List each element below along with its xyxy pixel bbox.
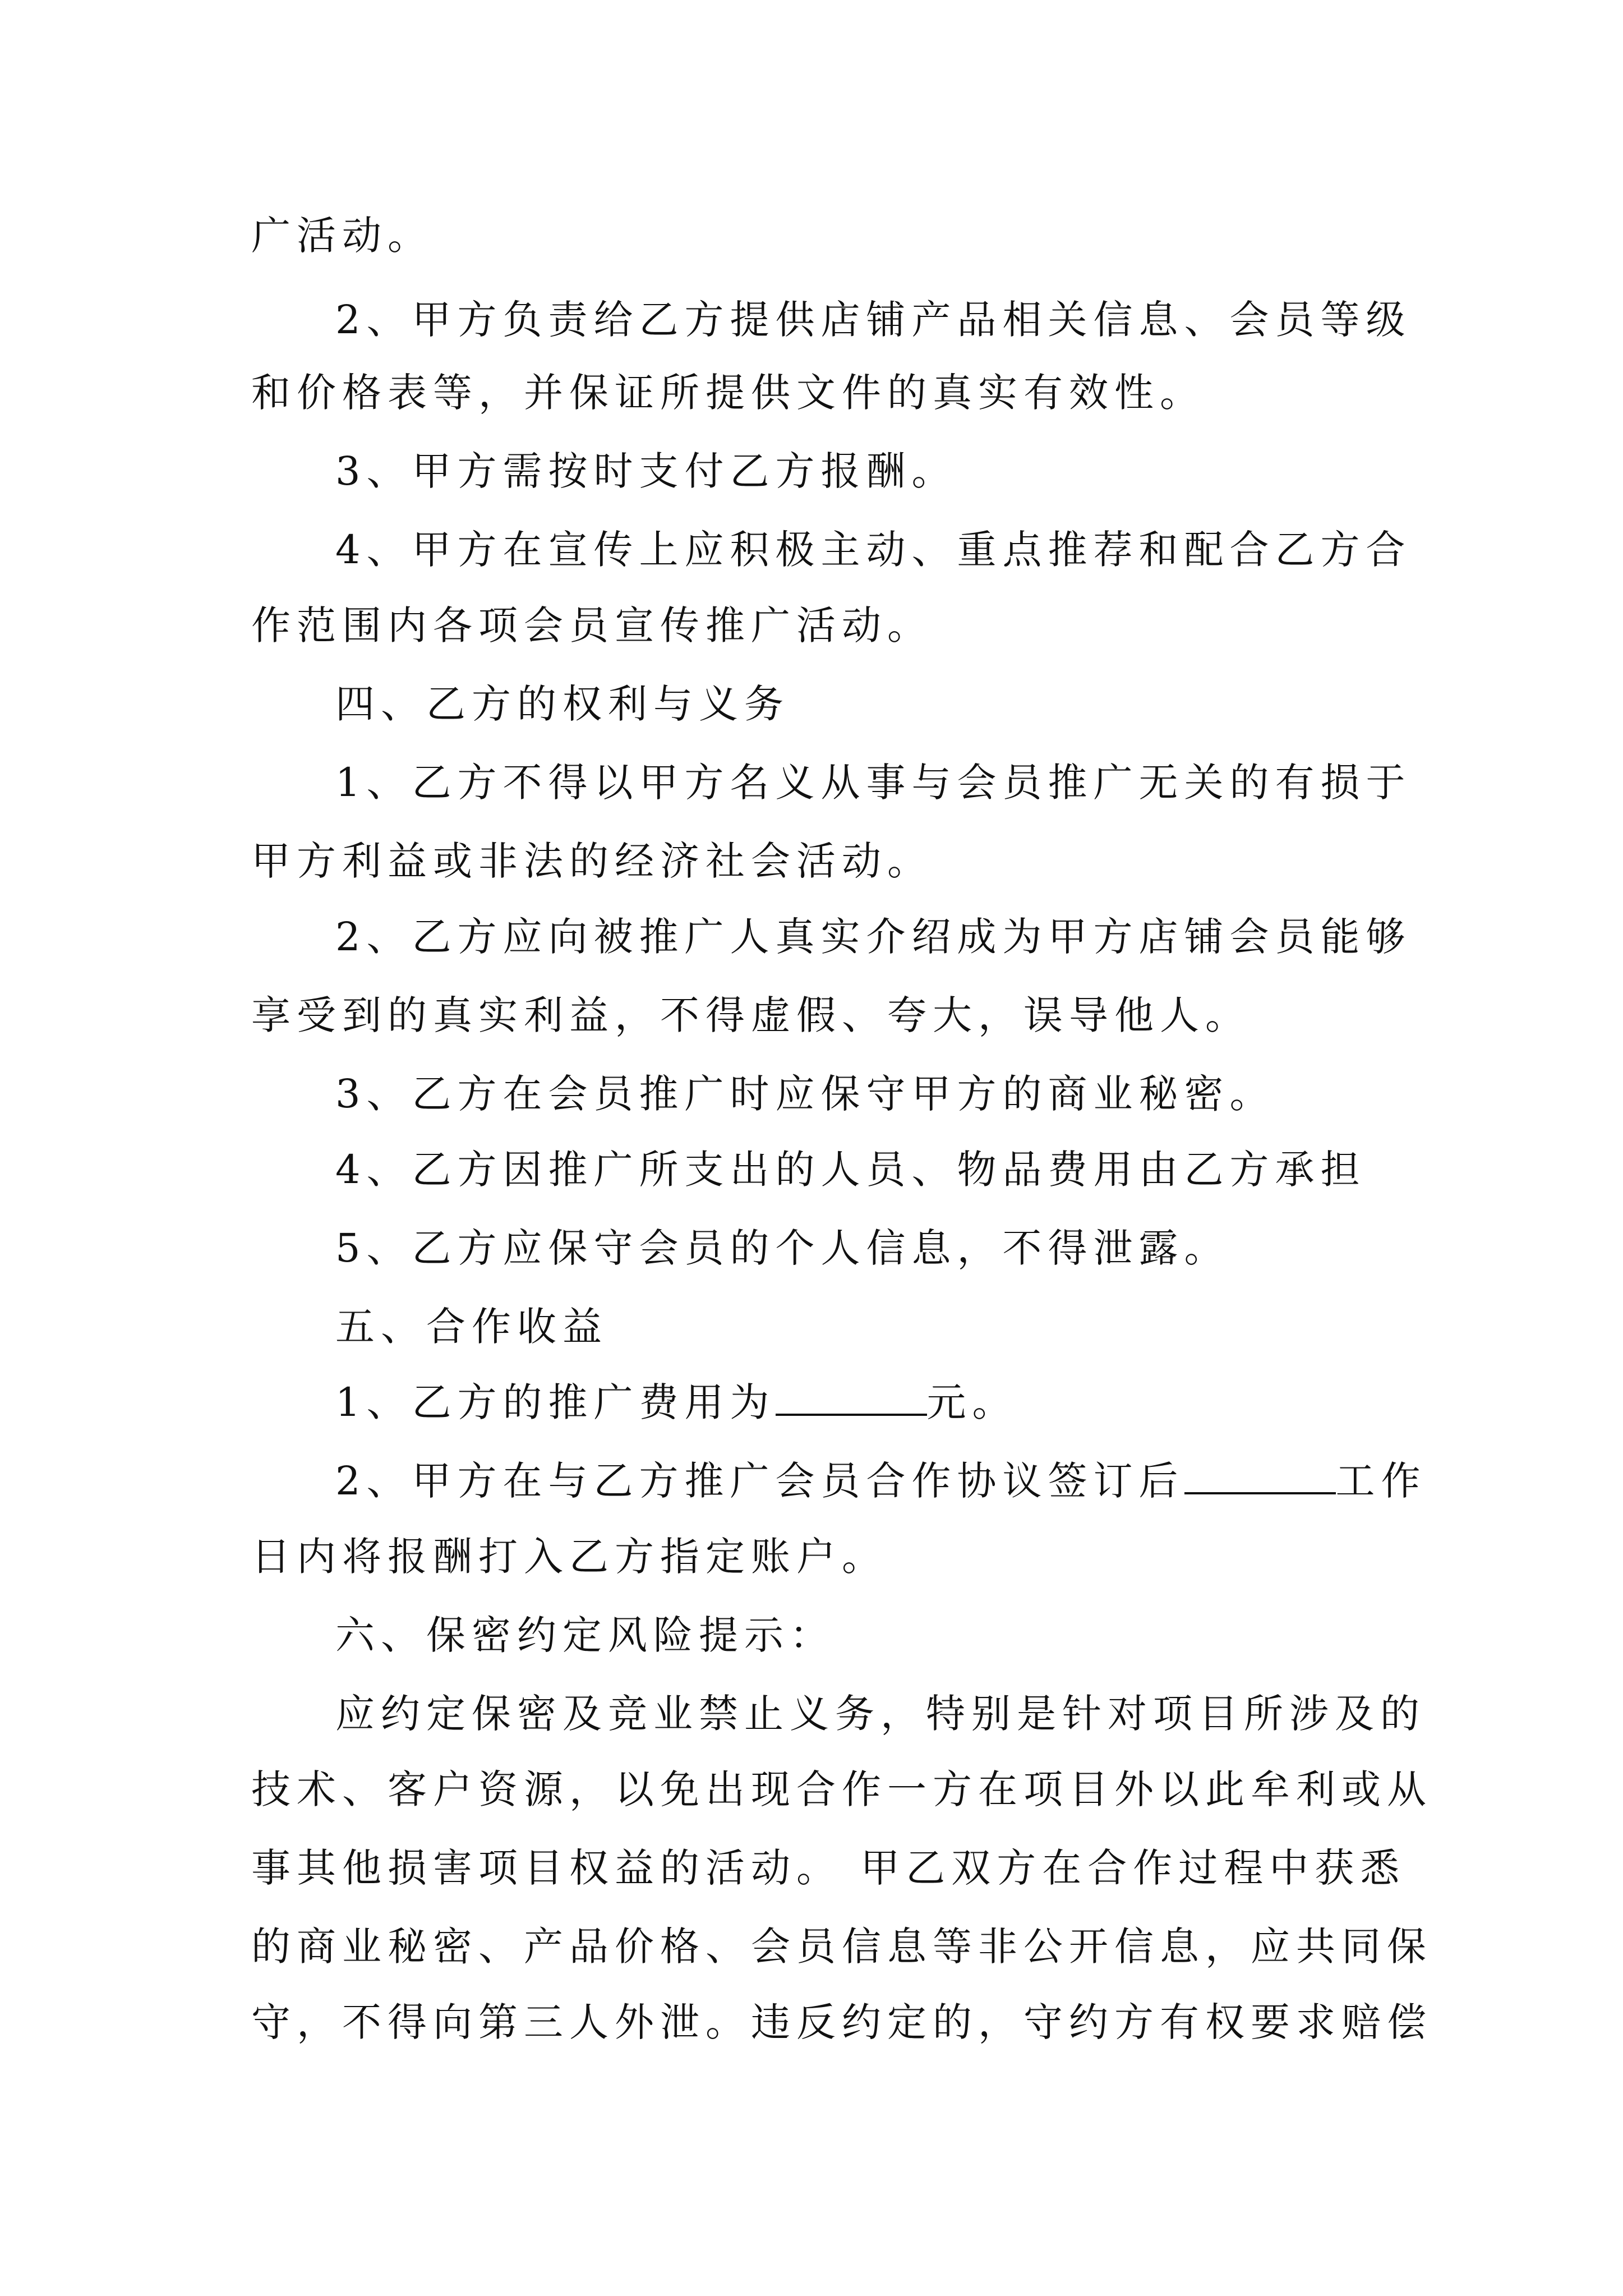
text-line: 日内将报酬打入乙方指定账户。 <box>251 1534 887 1580</box>
section-heading: 六、保密约定风险提示： <box>335 1612 835 1658</box>
text-line: 1、乙方不得以甲方名义从事与会员推广无关的有损于 <box>335 760 1412 806</box>
text-line: 5、乙方应保守会员的个人信息，不得泄露。 <box>335 1225 1230 1271</box>
text-line: 和价格表等，并保证所提供文件的真实有效性。 <box>251 370 1205 416</box>
text-line: 广活动。 <box>251 213 433 259</box>
fee-line <box>335 1374 1018 1430</box>
text-line: 甲方利益或非法的经济社会活动。 <box>251 838 933 884</box>
text-line: 作范围内各项会员宣传推广活动。 <box>251 602 933 648</box>
text-line: 守，不得向第三人外泄。违反约定的，守约方有权要求赔偿 <box>251 1999 1432 2045</box>
text-line: 2、甲方负责给乙方提供店铺产品相关信息、会员等级 <box>335 297 1412 343</box>
text-line: 3、甲方需按时支付乙方报酬。 <box>335 448 957 494</box>
text-line: 事其他损害项目权益的活动。 甲乙双方在合作过程中获悉 <box>251 1845 1406 1891</box>
text-line: 的商业秘密、产品价格、会员信息等非公开信息，应共同保 <box>251 1924 1432 1970</box>
section-heading: 五、合作收益 <box>335 1304 608 1350</box>
text-line: 应约定保密及竞业禁止义务，特别是针对项目所涉及的 <box>335 1691 1426 1737</box>
text-line: 技术、客户资源，以免出现合作一方在项目外以此牟利或从 <box>251 1766 1432 1812</box>
payment-blank <box>1184 1457 1336 1494</box>
text-line: 4、甲方在宣传上应积极主动、重点推荐和配合乙方合 <box>335 527 1412 573</box>
text-line: 2、乙方应向被推广人真实介绍成为甲方店铺会员能够 <box>335 914 1412 960</box>
text-line: 3、乙方在会员推广时应保守甲方的商业秘密。 <box>335 1071 1275 1117</box>
text-line: 享受到的真实利益，不得虚假、夸大，误导他人。 <box>251 992 1251 1038</box>
payment-line-after: 工作 <box>1335 1458 1427 1504</box>
text-line: 4、乙方因推广所支出的人员、物品费用由乙方承担 <box>335 1147 1366 1193</box>
fee-line-after: 元。 <box>926 1379 1018 1425</box>
fee-line-before: 1、乙方的推广费用为 <box>335 1379 776 1425</box>
payment-line-before: 2、甲方在与乙方推广会员合作协议签订后 <box>335 1458 1184 1504</box>
fee-blank <box>776 1379 927 1416</box>
section-heading: 四、乙方的权利与义务 <box>335 681 790 727</box>
payment-line <box>335 1453 1427 1509</box>
